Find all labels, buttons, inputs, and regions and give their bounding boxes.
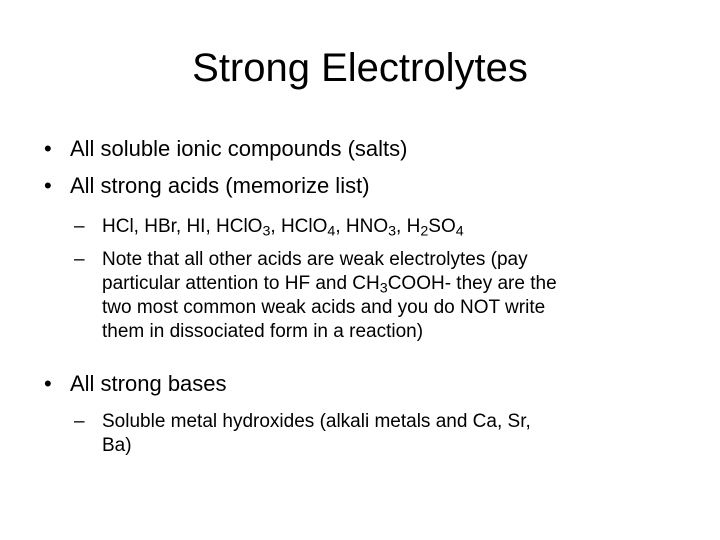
subbullet-weak-acids-note (74, 248, 684, 344)
bullet-marker: • (44, 173, 52, 198)
bullet-marker: • (44, 371, 52, 396)
bullet-marker: • (44, 136, 52, 161)
dash-marker: – (74, 216, 85, 237)
bullet-text: All strong bases (70, 371, 227, 396)
bases-note-text: Soluble metal hydroxides (alkali metals and Ca, Sr, Ba) (102, 411, 531, 456)
bullet-text: All soluble ionic compounds (salts) (70, 136, 408, 161)
bullet-text: All strong acids (memorize list) (70, 173, 370, 198)
acids-list-text: HCl, HBr, HI, HClO$_3$, HClO$_4$, $HNO_3$, $H_2SO_4$ (102, 216, 464, 240)
dash-marker: – (74, 249, 85, 270)
note-text: Note that all other acids are weak electrolytes (pay particular attention to HF and $CH_3COOH-$ they are the two most common weak acids and you do NOT write them in dissociated form in a reaction) (102, 249, 557, 342)
dash-marker: – (74, 411, 85, 432)
subbullet-acids-list (74, 215, 684, 239)
slide-title: Strong Electrolytes (192, 46, 528, 90)
subbullet-bases-note (74, 410, 684, 458)
